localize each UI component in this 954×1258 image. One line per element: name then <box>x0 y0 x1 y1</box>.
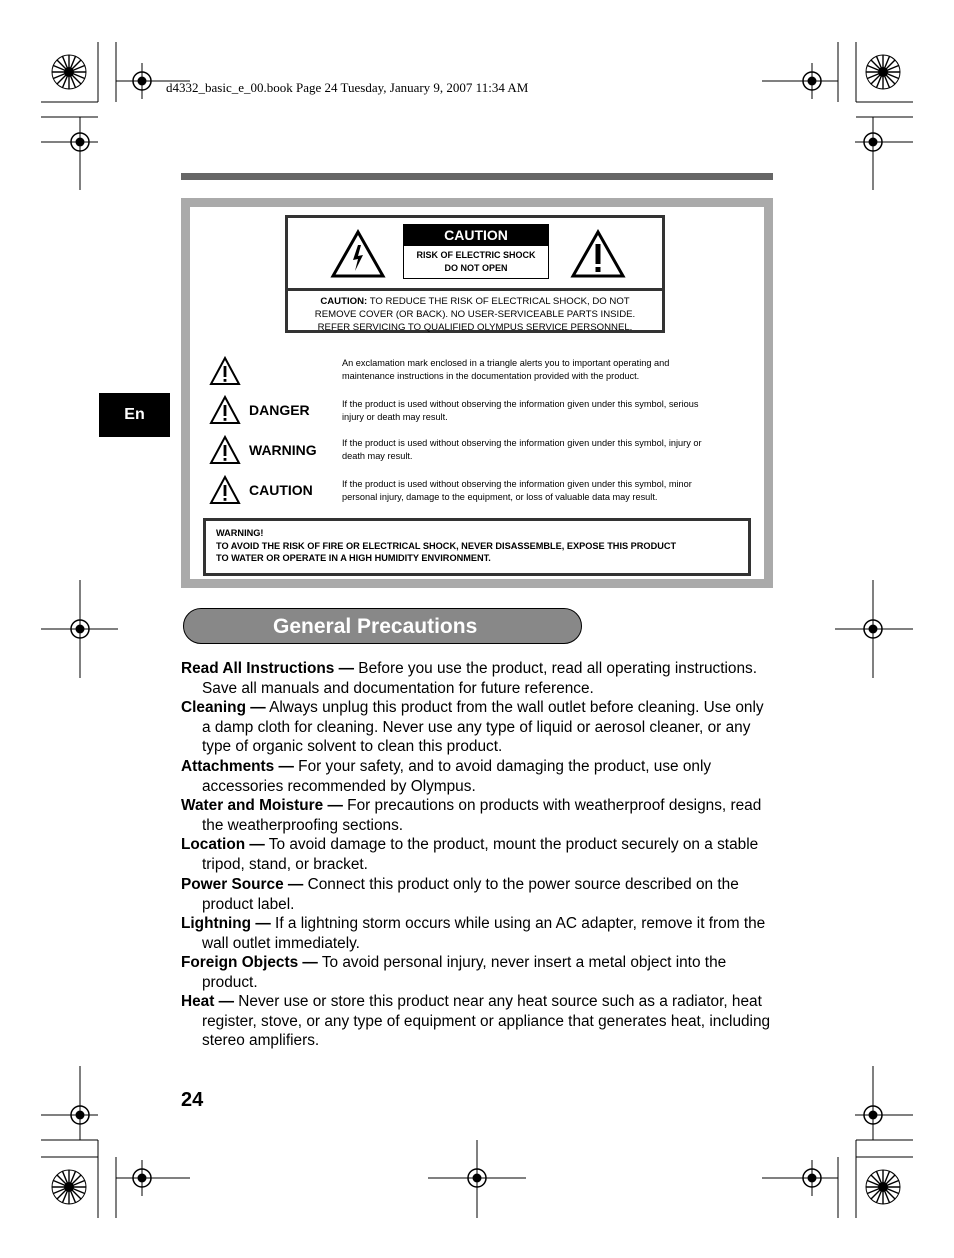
symbol-desc-line: death may result. <box>342 450 413 461</box>
symbol-label-danger: DANGER <box>249 402 310 418</box>
precaution-item <box>181 796 773 835</box>
caution-statement-lead: CAUTION: <box>320 296 368 307</box>
precaution-item <box>181 875 773 914</box>
precaution-item <box>181 698 773 757</box>
symbol-description <box>342 357 747 382</box>
caution-statement-line2: REMOVE COVER (OR BACK). NO USER-SERVICEABLE PARTS INSIDE. <box>314 309 636 320</box>
precaution-term: Power Source — <box>181 876 304 893</box>
precaution-item <box>181 914 773 953</box>
symbol-description-caution <box>342 478 747 503</box>
precaution-term: Attachments — <box>181 758 294 775</box>
top-rule <box>181 173 773 180</box>
precaution-text: For precautions on products with weatherproof designs, read the weatherproofing sections. <box>202 797 762 834</box>
symbol-label-caution: CAUTION <box>249 482 313 498</box>
section-title: General Precautions <box>183 608 582 644</box>
precaution-text: To avoid damage to the product, mount the product securely on a stable tripod, stand, or bracket. <box>202 836 759 873</box>
symbol-desc-line: maintenance instructions in the documentation provided with the product. <box>342 370 640 381</box>
symbol-desc-line: If the product is used without observing the information given under this symbol, serious <box>342 399 699 409</box>
language-tab: En <box>99 393 170 437</box>
precaution-text: Always unplug this product from the wall outlet before cleaning. Use only a damp cloth for cleaning. Never use any type of liquid or aerosol cleaner, or any type of organic solvent to clean this product. <box>202 699 764 756</box>
fire-shock-warning-box <box>203 518 751 576</box>
precaution-term: Heat — <box>181 993 235 1010</box>
precaution-term: Water and Moisture — <box>181 797 343 814</box>
precaution-text: Before you use the product, read all operating instructions. Save all manuals and documentation for future reference. <box>202 660 757 697</box>
caution-label-panel <box>285 215 665 333</box>
caution-sticker-subtitle <box>404 249 548 275</box>
warning-box-line: TO WATER OR OPERATE IN A HIGH HUMIDITY ENVIRONMENT. <box>216 553 491 563</box>
caution-sticker-line1: RISK OF ELECTRIC SHOCK <box>416 250 536 260</box>
precaution-text: Never use or store this product near any heat source such as a radiator, heat register, stove, or any type of equipment or appliance that generates heat, including stereo amplifiers. <box>202 993 771 1050</box>
symbol-row-warning <box>209 433 339 467</box>
symbol-desc-line: personal injury, damage to the equipment, or loss of valuable data may result. <box>342 491 658 502</box>
precaution-item <box>181 757 773 796</box>
caution-statement <box>296 295 654 334</box>
caution-statement-line1: TO REDUCE THE RISK OF ELECTRICAL SHOCK, DO NOT <box>367 296 630 307</box>
symbol-desc-line: If the product is used without observing the information given under this symbol, minor <box>342 479 692 489</box>
warning-box-line: TO AVOID THE RISK OF FIRE OR ELECTRICAL SHOCK, NEVER DISASSEMBLE, EXPOSE THIS PRODUCT <box>216 540 677 551</box>
exclamation-warning-icon <box>570 229 626 279</box>
symbol-label-warning: WARNING <box>249 442 317 458</box>
precaution-item <box>181 953 773 992</box>
symbol-desc-line: If the product is used without observing the information given under this symbol, injury or <box>342 438 702 448</box>
precaution-item <box>181 835 773 874</box>
symbol-row-caution <box>209 473 339 507</box>
precaution-term: Read All Instructions — <box>181 660 355 677</box>
page-number: 24 <box>181 1089 204 1111</box>
exclamation-triangle-icon <box>209 356 241 386</box>
precaution-item <box>181 992 773 1051</box>
precaution-text: For your safety, and to avoid damaging the product, use only accessories recommended by Olympus. <box>202 758 712 795</box>
precaution-term: Cleaning — <box>181 699 266 716</box>
precaution-text: Connect this product only to the power source described on the product label. <box>202 876 739 913</box>
precaution-term: Lightning — <box>181 915 271 932</box>
precaution-text: If a lightning storm occurs while using an AC adapter, remove it from the wall outlet immediately. <box>202 915 766 952</box>
book-file-header: d4332_basic_e_00.book Page 24 Tuesday, January 9, 2007 11:34 AM <box>166 80 529 95</box>
precaution-term: Location — <box>181 836 265 853</box>
caution-statement-line3: REFER SERVICING TO QUALIFIED OLYMPUS SERVICE PERSONNEL. <box>317 322 633 333</box>
caution-triangle-icon <box>209 475 241 505</box>
lightning-warning-icon <box>330 229 386 279</box>
danger-triangle-icon <box>209 395 241 425</box>
caution-sticker <box>403 224 549 279</box>
precaution-item <box>181 659 773 698</box>
symbol-row-danger <box>209 393 339 427</box>
warning-triangle-icon <box>209 435 241 465</box>
symbol-description-danger <box>342 398 747 423</box>
symbol-row-exclamation <box>209 354 339 388</box>
warning-box-heading: WARNING! <box>216 528 264 538</box>
symbol-desc-line: injury or death may result. <box>342 411 448 422</box>
symbol-description-warning <box>342 437 747 462</box>
precaution-text: To avoid personal injury, never insert a metal object into the product. <box>202 954 727 991</box>
symbol-desc-line: An exclamation mark enclosed in a triangle alerts you to important operating and <box>342 358 670 368</box>
caution-sticker-title: CAUTION <box>404 225 548 246</box>
precaution-term: Foreign Objects — <box>181 954 318 971</box>
caution-label-top <box>288 218 662 291</box>
caution-sticker-line2: DO NOT OPEN <box>444 263 508 273</box>
